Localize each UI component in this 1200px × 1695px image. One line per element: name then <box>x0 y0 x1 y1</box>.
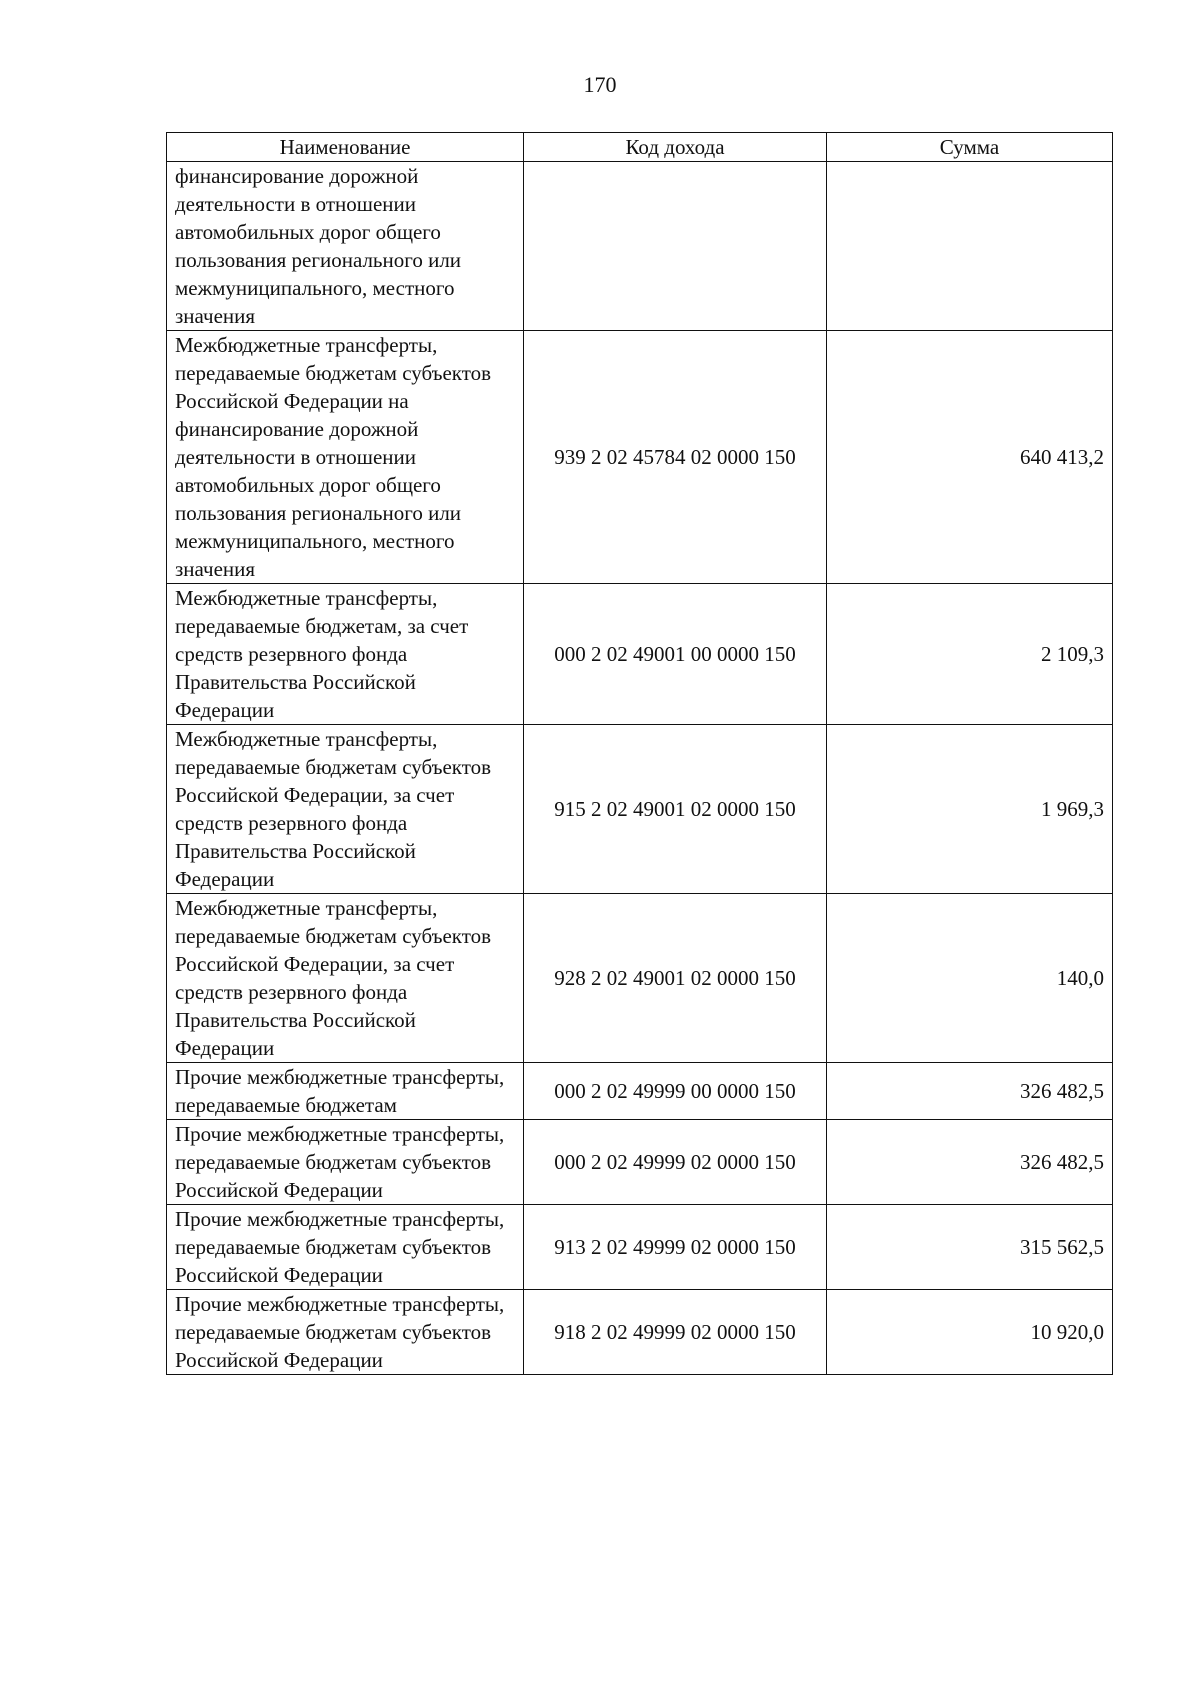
row-name: Межбюджетные трансферты, передаваемые бюджетам субъектов Российской Федерации на финансирование дорожной деятельности в отношении автомобильных дорог общего пользования регионального или межмуниципального, местного значения <box>167 331 524 584</box>
row-code: 915 2 02 49001 02 0000 150 <box>524 725 827 894</box>
row-sum: 2 109,3 <box>827 584 1113 725</box>
table-row <box>167 725 1113 894</box>
row-code: 939 2 02 45784 02 0000 150 <box>524 331 827 584</box>
row-name: Прочие межбюджетные трансферты, передаваемые бюджетам субъектов Российской Федерации <box>167 1120 524 1205</box>
row-code: 913 2 02 49999 02 0000 150 <box>524 1205 827 1290</box>
row-name: финансирование дорожной деятельности в отношении автомобильных дорог общего пользования регионального или межмуниципального, местного значения <box>167 162 524 331</box>
row-sum <box>827 162 1113 331</box>
page-number: 170 <box>583 72 617 97</box>
row-code <box>524 162 827 331</box>
row-code: 928 2 02 49001 02 0000 150 <box>524 894 827 1063</box>
row-sum: 315 562,5 <box>827 1205 1113 1290</box>
header-code: Код дохода <box>524 133 827 162</box>
header-name: Наименование <box>167 133 524 162</box>
row-sum: 326 482,5 <box>827 1120 1113 1205</box>
row-name: Межбюджетные трансферты, передаваемые бюджетам субъектов Российской Федерации, за счет средств резервного фонда Правительства Российской Федерации <box>167 894 524 1063</box>
row-code: 000 2 02 49001 00 0000 150 <box>524 584 827 725</box>
row-code: 000 2 02 49999 02 0000 150 <box>524 1120 827 1205</box>
table-row <box>167 1063 1113 1120</box>
row-sum: 10 920,0 <box>827 1290 1113 1375</box>
revenue-table <box>166 132 1113 1375</box>
header-sum: Сумма <box>827 133 1113 162</box>
table-row <box>167 331 1113 584</box>
row-name: Прочие межбюджетные трансферты, передаваемые бюджетам <box>167 1063 524 1120</box>
table-row <box>167 1290 1113 1375</box>
table-header-row <box>167 133 1113 162</box>
row-name: Межбюджетные трансферты, передаваемые бюджетам, за счет средств резервного фонда Правительства Российской Федерации <box>167 584 524 725</box>
table-row <box>167 162 1113 331</box>
row-name: Прочие межбюджетные трансферты, передаваемые бюджетам субъектов Российской Федерации <box>167 1205 524 1290</box>
row-sum: 140,0 <box>827 894 1113 1063</box>
row-sum: 1 969,3 <box>827 725 1113 894</box>
table-row <box>167 894 1113 1063</box>
table-row <box>167 1120 1113 1205</box>
row-code: 000 2 02 49999 00 0000 150 <box>524 1063 827 1120</box>
row-code: 918 2 02 49999 02 0000 150 <box>524 1290 827 1375</box>
row-sum: 640 413,2 <box>827 331 1113 584</box>
table-row <box>167 1205 1113 1290</box>
row-name: Прочие межбюджетные трансферты, передаваемые бюджетам субъектов Российской Федерации <box>167 1290 524 1375</box>
table-row <box>167 584 1113 725</box>
row-name: Межбюджетные трансферты, передаваемые бюджетам субъектов Российской Федерации, за счет средств резервного фонда Правительства Российской Федерации <box>167 725 524 894</box>
row-sum: 326 482,5 <box>827 1063 1113 1120</box>
